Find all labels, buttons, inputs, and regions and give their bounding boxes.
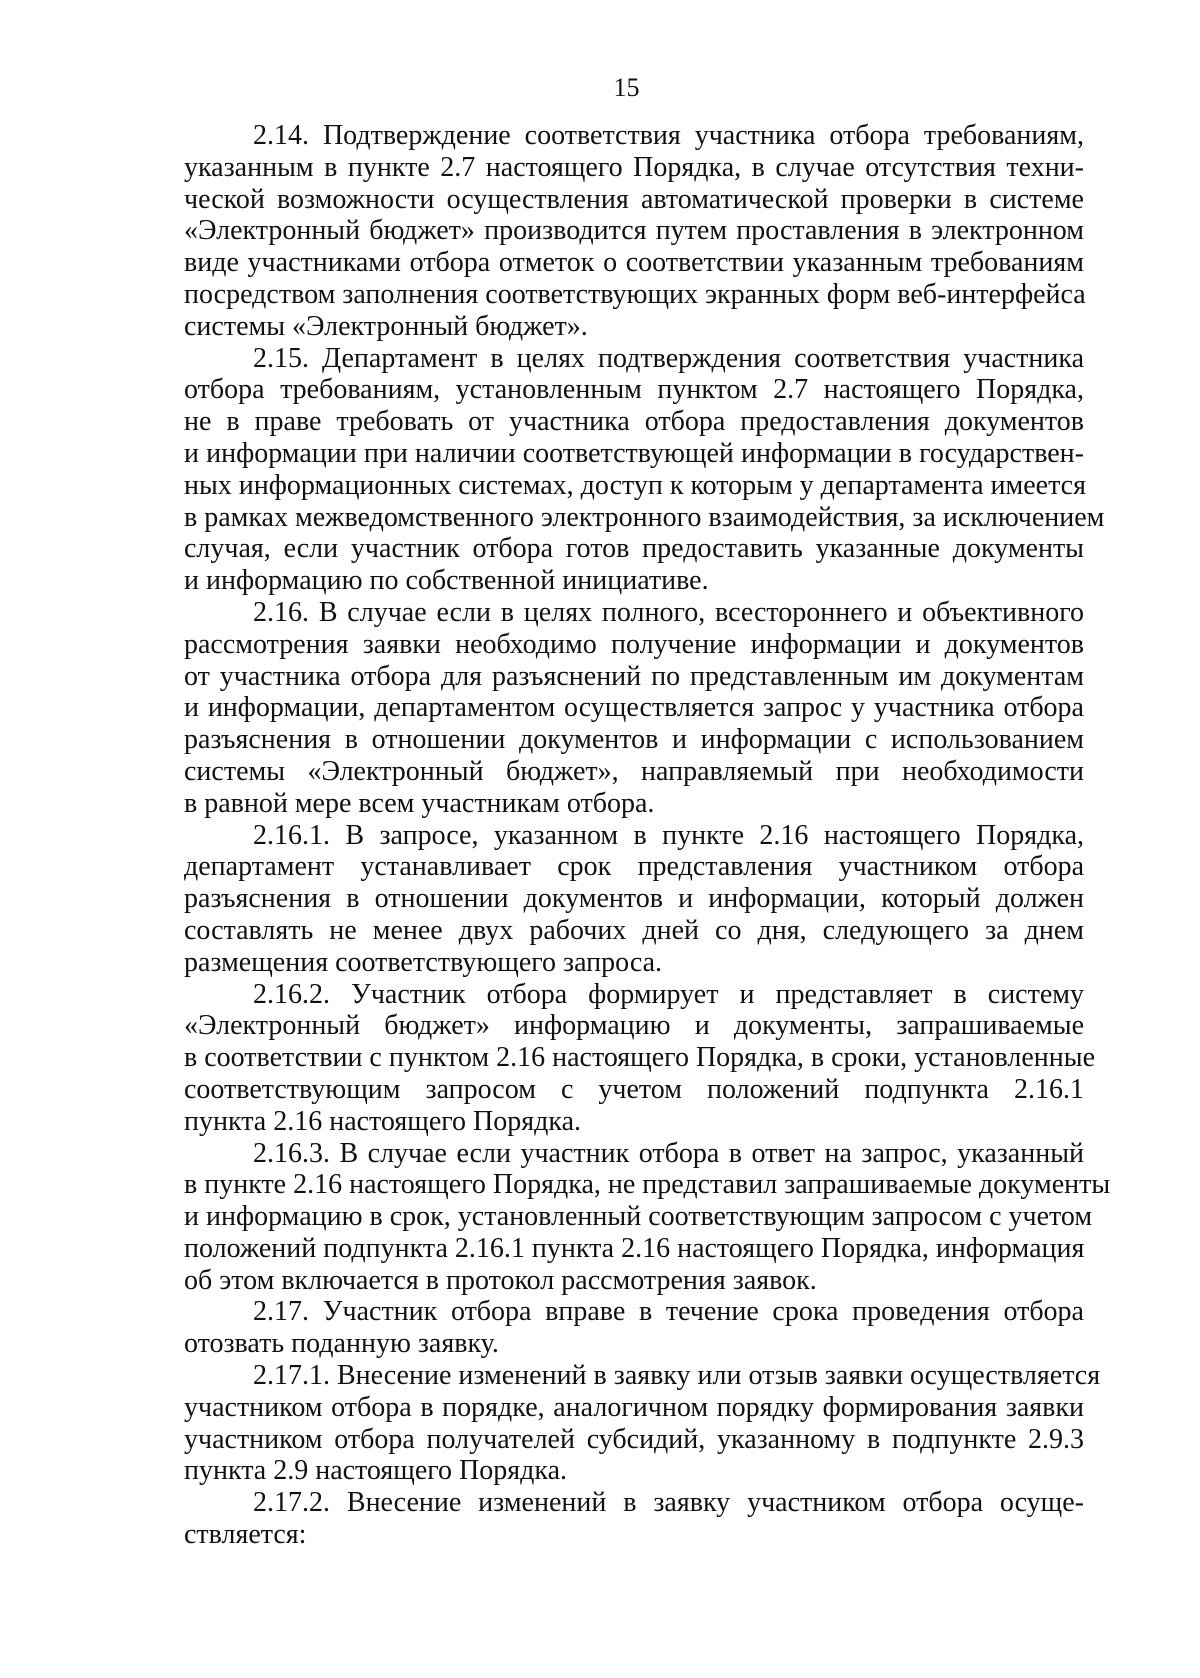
paragraph-line: департамент устанавливает срок представления участником отбора: [184, 851, 1084, 883]
paragraph-line: 2.17. Участник отбора вправе в течение срока проведения отбора: [253, 1296, 1084, 1328]
paragraph-line: 2.15. Департамент в целях подтверждения соответствия участника: [253, 342, 1084, 374]
paragraph-line: 2.16.3. В случае если участник отбора в ответ на запрос, указанный: [253, 1137, 1084, 1169]
paragraph-line: 2.16.1. В запросе, указанном в пункте 2.16 настоящего Порядка,: [253, 819, 1084, 851]
paragraph-line: ных информационных системах, доступ к которым у департамента имеется: [184, 469, 1086, 501]
paragraph: [184, 1360, 1101, 1487]
page-number: 15: [613, 73, 640, 102]
paragraph-line: не в праве требовать от участника отбора предоставления документов: [184, 406, 1084, 438]
paragraph-line: «Электронный бюджет» информацию и документы, запрашиваемые: [184, 1010, 1084, 1042]
paragraph-line: положений подпункта 2.16.1 пункта 2.16 настоящего Порядка, информация: [184, 1232, 1085, 1264]
paragraph-line: отозвать поданную заявку.: [184, 1328, 499, 1360]
paragraph-line: в рамках межведомственного электронного взаимодействия, за исключением: [184, 501, 1105, 533]
paragraph-line: в соответствии с пунктом 2.16 настоящего Порядка, в сроки, установленные: [184, 1042, 1096, 1074]
paragraph-line: пункта 2.9 настоящего Порядка.: [184, 1455, 567, 1487]
paragraph-line: и информацию по собственной инициативе.: [184, 565, 709, 597]
paragraph-line: системы «Электронный бюджет», направляемый при необходимости: [184, 755, 1084, 787]
paragraph-line: указанным в пункте 2.7 настоящего Порядка, в случае отсутствия техни-: [184, 151, 1084, 183]
paragraph-line: в равной мере всем участникам отбора.: [184, 787, 655, 819]
paragraph-line: размещения соответствующего запроса.: [184, 946, 663, 978]
paragraph-line: разъяснения в отношении документов и информации, который должен: [184, 883, 1084, 915]
paragraph-line: 2.16. В случае если в целях полного, всестороннего и объективного: [253, 596, 1084, 628]
paragraph-line: участником отбора получателей субсидий, указанному в подпункте 2.9.3: [184, 1423, 1084, 1455]
paragraph: [184, 342, 1105, 597]
paragraph-line: об этом включается в протокол рассмотрения заявок.: [184, 1264, 817, 1296]
paragraph: [184, 978, 1096, 1138]
paragraph-line: отбора требованиям, установленным пунктом 2.7 настоящего Порядка,: [184, 374, 1084, 406]
paragraph-line: «Электронный бюджет» производится путем проставления в электронном: [184, 215, 1084, 247]
paragraph: [184, 120, 1084, 343]
paragraph-line: 2.17.2. Внесение изменений в заявку участником отбора осуще-: [253, 1487, 1084, 1519]
paragraph-line: 2.16.2. Участник отбора формирует и представляет в систему: [253, 978, 1084, 1010]
paragraph: [184, 597, 1084, 820]
paragraph-line: и информации, департаментом осуществляется запрос у участника отбора: [184, 692, 1084, 724]
paragraph-line: и информацию в срок, установленный соответствующим запросом с учетом: [184, 1201, 1093, 1233]
document-body: [184, 120, 1111, 1551]
paragraph-line: посредством заполнения соответствующих экранных форм веб-интерфейса: [184, 278, 1086, 310]
paragraph-line: участником отбора в порядке, аналогичном порядку формирования заявки: [184, 1391, 1084, 1423]
paragraph-line: виде участниками отбора отметок о соответствии указанным требованиям: [184, 247, 1084, 279]
paragraph-line: случая, если участник отбора готов предоставить указанные документы: [184, 533, 1084, 565]
paragraph-line: ствляется:: [184, 1519, 307, 1551]
paragraph-line: от участника отбора для разъяснений по представленным им документам: [184, 660, 1084, 692]
paragraph: [184, 1296, 1084, 1360]
paragraph: [184, 820, 1084, 979]
paragraph-line: составлять не менее двух рабочих дней со дня, следующего за днем: [184, 914, 1084, 946]
paragraph-line: системы «Электронный бюджет».: [184, 310, 588, 342]
paragraph-line: разъяснения в отношении документов и информации с использованием: [184, 724, 1084, 756]
paragraph-line: ческой возможности осуществления автоматической проверки в системе: [184, 183, 1084, 215]
paragraph-line: в пункте 2.16 настоящего Порядка, не представил запрашиваемые документы: [184, 1169, 1111, 1201]
paragraph-line: пункта 2.16 настоящего Порядка.: [184, 1105, 581, 1137]
paragraph-line: 2.14. Подтверждение соответствия участника отбора требованиям,: [253, 120, 1084, 151]
paragraph-line: и информации при наличии соответствующей информации в государствен-: [184, 437, 1084, 469]
paragraph: [184, 1137, 1111, 1297]
paragraph-line: 2.17.1. Внесение изменений в заявку или отзыв заявки осуществляется: [253, 1360, 1101, 1392]
paragraph-line: соответствующим запросом с учетом положений подпункта 2.16.1: [184, 1073, 1084, 1105]
paragraph-line: рассмотрения заявки необходимо получение информации и документов: [184, 628, 1084, 660]
paragraph: [184, 1487, 1084, 1551]
